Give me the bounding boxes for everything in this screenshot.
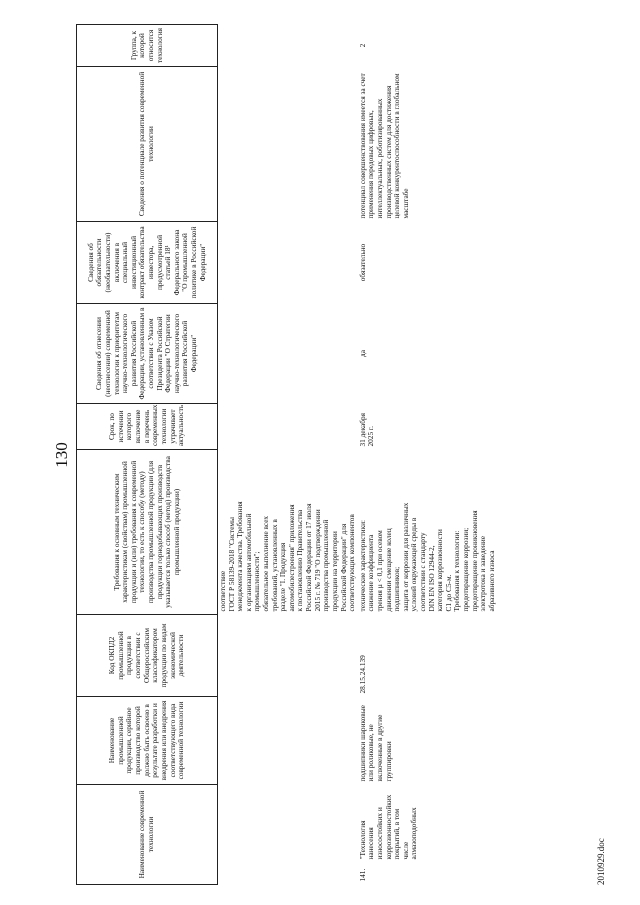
header-deadline: Срок, по истечении которого включение в перечень современных технологии утрачивает актуальность [77, 404, 218, 450]
header-group: Группа, к которой относится технология [77, 25, 218, 67]
continuation-row [218, 25, 358, 885]
row-number: 141. [357, 868, 367, 882]
table-row [358, 25, 498, 885]
header-product-name: Наименование промышленной продукции, серийное производство которой должно быть освоено в результате разработки и внедрения или внедрения соответствующего вида современной технологии [77, 697, 218, 785]
rotated-page [50, 25, 610, 885]
mandatory-value: обязательно [357, 243, 367, 282]
requirements-cell: технические характеристики: снижение коэффициента трения µ < 0,1 при осевом движении смещение колец подшипников; защита от коррозии для различных условий окружающей среды в соответствии с стандарту DIN EN ISO 12944-2, категория коррозионности С1 до С5-м. Требования к технологии: предотвращение коррозии; предотвращение проникновения электротока и заведение абразивного износа [357, 502, 496, 612]
table-header-row [77, 25, 218, 885]
technology-name-cell [358, 785, 498, 885]
okpd2-code: 28.15.24.139 [357, 655, 367, 694]
group-value: 2 [357, 43, 367, 48]
header-potential: Сведения о потенциале развития современной технологии [77, 67, 218, 222]
technology-name: "Технология нанесения износостойких и коррозионностойких покрытий, в том числе алмазоподобных [357, 794, 419, 860]
product-name: подшипники шариковые или роликовые, не включенные в другие группировки [357, 705, 393, 782]
continuation-text: соответствие ГОСТ Р 58139-2018 "Системы менеджмента качества. Требования к организациям автомобильной промышленности"; обязательное выполнение всех требований, установленных в разделе "I. Продукция автомобилестроения" приложения к постановлению Правительства Российской Федерации от 17 июля 2015 г. № 719 "О подтверждении производства промышленной продукции на территории Российской Федерации" для соответствующих компонентов [218, 501, 357, 612]
deadline: 31 декабря 2025 г. [357, 413, 376, 447]
header-technology-name: Наименование современной технологии [77, 785, 218, 885]
potential-text: потенциал совершенствования имеется за счет применения передовых цифровых, интеллектуальных, роботизированных производственных систем для достижения целевой конкурентоспособности в глобальном масштабе [357, 73, 410, 219]
footer-filename: 2010929.doc [596, 838, 606, 885]
header-mandatory: Сведения об обязательности (необязательности) включения в специальный инвестиционный контракт обязательства инвестора, предусмотренной статьей 18¹ Федерального закона "О промышленной политике в Российской Федерации" [77, 222, 218, 304]
header-priority: Сведения об отнесении (неотнесении) современной технологии к приоритетам научно-технологического развития Российской Федерации, установленным в соответствии с Указом Президента Российской Федерации "О Стратегии научно-технологического развития Российской Федерации" [77, 304, 218, 404]
technology-table [76, 24, 498, 885]
header-requirements: Требования к основным техническим характеристикам (свойствам) промышленной продукции и (или) требования к современной технологии, то есть к способу (методу) производства промышленной продукции (для продукции горнодобывающих производств указывается только способ (метод) производства промышленной продукции) [77, 450, 218, 615]
page-number: 130 [52, 442, 71, 468]
header-okpd2-code: Код ОКПД2 промышленной продукции в соответствии с Общероссийским классификатором продукции по видам экономической деятельности [77, 615, 218, 697]
priority-value: да [357, 350, 367, 357]
